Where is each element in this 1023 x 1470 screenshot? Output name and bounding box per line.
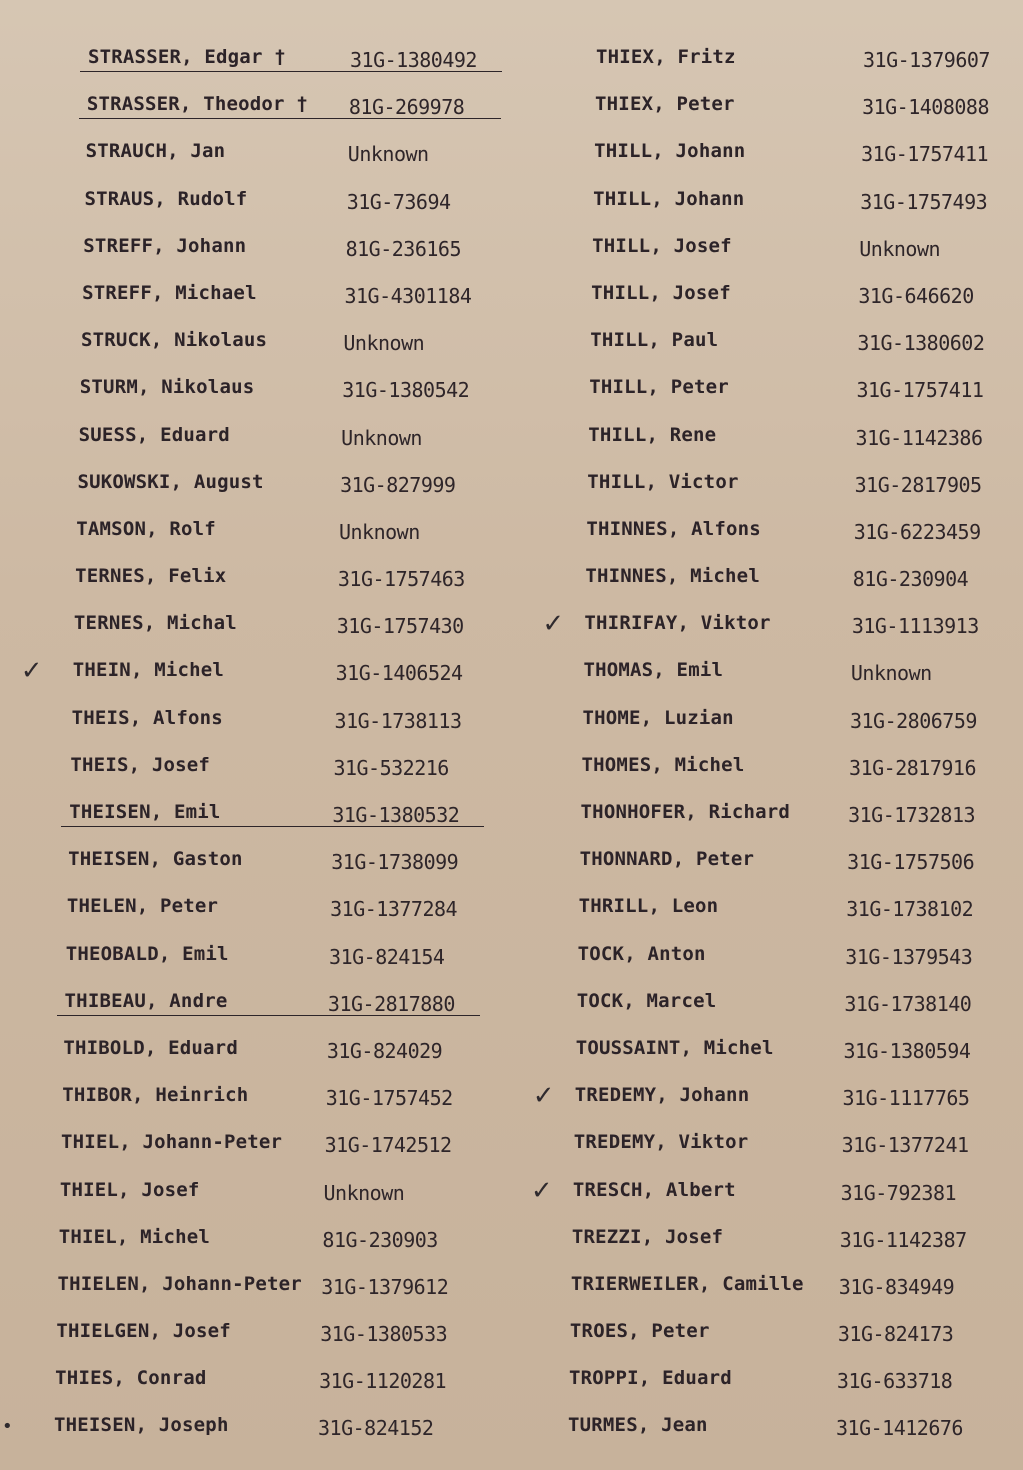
entry-name: THILL, Rene (588, 423, 717, 446)
entry-name: TROPPI, Eduard (568, 1367, 732, 1390)
entry-name: THIEL, Michel (58, 1225, 210, 1248)
entry-name: THIEX, Fritz (596, 46, 736, 68)
entry-serial-number: 31G-1120281 (319, 1369, 447, 1394)
entry-name: THIEL, Josef (59, 1178, 200, 1201)
list-entry (0, 366, 511, 413)
entry-serial-number: 31G-1379612 (321, 1274, 449, 1299)
entry-name: TERNES, Felix (75, 565, 227, 588)
list-entry (0, 838, 511, 885)
entry-name: TOCK, Marcel (576, 989, 717, 1012)
entry-name: THIRIFAY, Viktor (584, 612, 771, 635)
entry-name: TAMSON, Rolf (76, 517, 216, 540)
list-entry (0, 1310, 511, 1357)
entry-serial-number: 31G-1117765 (842, 1086, 970, 1111)
entry-serial-number: 31G-2817916 (849, 755, 976, 780)
entry-serial-number: 31G-2806759 (849, 708, 977, 733)
list-entry (511, 744, 1023, 791)
entry-serial-number: 31G-1380492 (350, 48, 477, 72)
list-entry (511, 130, 1023, 177)
entry-name: TRIERWEILER, Camille (570, 1272, 804, 1295)
entry-serial-number: 81G-230903 (322, 1227, 438, 1252)
entry-name: THINNES, Michel (585, 565, 760, 588)
entry-serial-number: Unknown (338, 519, 420, 544)
entry-serial-number: 31G-824173 (837, 1322, 954, 1347)
underline-rule (61, 826, 484, 827)
entry-name: THIEX, Peter (595, 93, 735, 116)
list-entry (0, 1263, 511, 1310)
list-entry (0, 933, 511, 980)
entry-serial-number: 31G-1738102 (846, 897, 974, 922)
entry-name: TOUSSAINT, Michel (575, 1036, 774, 1059)
entry-serial-number: Unknown (859, 236, 941, 261)
list-entry (0, 602, 511, 649)
list-entry (0, 1404, 511, 1451)
entry-serial-number: 31G-2817880 (327, 991, 455, 1016)
entry-serial-number: 31G-1757430 (336, 614, 464, 639)
list-entry (511, 1027, 1023, 1074)
entry-name: THOME, Luzian (582, 706, 734, 729)
entry-serial-number: 81G-236165 (345, 236, 461, 261)
list-entry (511, 980, 1023, 1027)
entry-serial-number: 31G-4301184 (344, 283, 472, 308)
entry-name: THELEN, Peter (66, 895, 219, 918)
list-entry (511, 555, 1023, 602)
entry-serial-number: 31G-1412676 (836, 1416, 963, 1441)
entry-name: THONNARD, Peter (579, 848, 755, 871)
entry-name: THILL, Victor (587, 470, 739, 493)
list-entry (0, 1074, 511, 1121)
entry-name: TROES, Peter (569, 1320, 710, 1343)
check-mark: ✓ (530, 1175, 553, 1206)
list-entry (511, 838, 1023, 885)
list-entry (511, 319, 1023, 366)
list-entry (511, 1121, 1023, 1168)
entry-name: SUKOWSKI, August (77, 470, 264, 493)
list-entry (511, 272, 1023, 319)
entry-name: THIES, Conrad (55, 1367, 207, 1390)
entry-name: THILL, Peter (589, 376, 729, 399)
entry-name: THONHOFER, Richard (580, 801, 791, 823)
entry-serial-number: 31G-834949 (838, 1274, 955, 1299)
entry-name: TERNES, Michal (73, 612, 237, 635)
list-entry (511, 414, 1023, 461)
list-entry (0, 980, 511, 1027)
entry-serial-number: 31G-1380533 (320, 1322, 448, 1347)
list-entry (0, 414, 511, 461)
entry-name: STREFF, Johann (83, 234, 247, 257)
entry-serial-number: 31G-1757452 (325, 1086, 453, 1111)
entry-serial-number: 31G-1406524 (335, 661, 463, 686)
entry-serial-number: 31G-1738099 (331, 850, 459, 875)
list-entry (0, 791, 511, 838)
entry-serial-number: Unknown (347, 142, 429, 167)
list-entry (511, 1074, 1023, 1121)
entry-name: THEOBALD, Emil (65, 942, 229, 965)
list-entry (0, 1027, 511, 1074)
check-mark: ✓ (542, 609, 565, 640)
list-entry (511, 1263, 1023, 1310)
entry-serial-number: 31G-1757506 (847, 850, 975, 875)
list-entry (511, 697, 1023, 744)
entry-name: TOCK, Anton (577, 942, 706, 965)
list-entry (0, 697, 511, 744)
list-entry (511, 366, 1023, 413)
entry-serial-number: 31G-1757493 (860, 189, 988, 214)
entry-serial-number: 31G-824152 (318, 1416, 434, 1441)
list-entry (511, 933, 1023, 980)
list-entry (511, 1216, 1023, 1263)
entry-name: THIBEAU, Andre (64, 989, 228, 1012)
entry-serial-number: 81G-230904 (852, 567, 969, 592)
entry-name: THRILL, Leon (578, 895, 719, 918)
entry-serial-number: 31G-1738113 (334, 708, 462, 733)
underline-rule (80, 71, 502, 72)
entry-name: THEIN, Michel (72, 659, 225, 682)
underline-rule (57, 1015, 480, 1016)
list-entry (0, 1121, 511, 1168)
list-entry (0, 1169, 511, 1216)
entry-serial-number: 31G-1380602 (857, 331, 985, 356)
list-entry (0, 555, 511, 602)
entry-name: STRAUCH, Jan (85, 140, 226, 163)
entry-name: STRASSER, Edgar † (88, 46, 286, 68)
list-entry (511, 225, 1023, 272)
entry-serial-number: 31G-1142387 (839, 1227, 967, 1252)
entry-serial-number: 31G-646620 (858, 283, 974, 308)
list-entry (511, 1310, 1023, 1357)
entry-name: THEIS, Alfons (71, 706, 223, 729)
entry-serial-number: 31G-1113913 (851, 614, 979, 639)
list-entry (511, 885, 1023, 932)
entry-name: STRASSER, Theodor † (86, 93, 308, 116)
left-column (0, 36, 511, 1452)
entry-name: THILL, Josef (592, 234, 732, 257)
list-entry (0, 36, 511, 83)
entry-name: TREDEMY, Johann (574, 1084, 750, 1107)
list-entry (0, 319, 511, 366)
entry-name: SUESS, Eduard (78, 423, 230, 446)
entry-serial-number: 31G-1742512 (324, 1133, 452, 1158)
entry-serial-number: Unknown (323, 1180, 405, 1205)
entry-serial-number: 31G-6223459 (853, 519, 981, 544)
list-entry (0, 178, 511, 225)
list-entry (0, 885, 511, 932)
list-entry (0, 508, 511, 555)
entry-serial-number: 31G-1757411 (856, 378, 984, 403)
entry-name: THIEL, Johann-Peter (61, 1131, 283, 1154)
list-entry (511, 602, 1023, 649)
entry-name: THILL, Paul (590, 329, 719, 352)
entry-serial-number: 31G-1380594 (843, 1038, 971, 1063)
entry-serial-number: 31G-1757411 (861, 142, 989, 167)
check-mark: ✓ (20, 656, 43, 687)
entry-serial-number: 31G-532216 (333, 755, 449, 780)
list-entry (511, 791, 1023, 838)
entry-name: THILL, Johann (593, 187, 745, 210)
list-entry (0, 744, 511, 791)
entry-name: THOMAS, Emil (583, 659, 724, 682)
list-entry (0, 1357, 511, 1404)
entry-serial-number: Unknown (850, 661, 932, 686)
entry-name: THIELEN, Johann-Peter (57, 1272, 302, 1295)
list-entry (511, 36, 1023, 83)
entry-serial-number: 31G-1757463 (337, 567, 465, 592)
entry-serial-number: 31G-1142386 (855, 425, 983, 450)
underline-rule (79, 118, 501, 119)
entry-serial-number: 31G-1380542 (342, 378, 470, 403)
entry-serial-number: Unknown (343, 331, 425, 356)
entry-serial-number: 31G-1377284 (330, 897, 458, 922)
list-entry (511, 508, 1023, 555)
list-entry (511, 1169, 1023, 1216)
list-entry (0, 225, 511, 272)
entry-name: THIBOLD, Eduard (63, 1036, 238, 1059)
list-entry (0, 1216, 511, 1263)
entry-name: THILL, Johann (594, 140, 746, 163)
entry-serial-number: 31G-73694 (346, 189, 451, 214)
list-entry (511, 1357, 1023, 1404)
entry-serial-number: 31G-1408088 (862, 95, 990, 120)
entry-name: THILL, Josef (591, 281, 731, 304)
entry-serial-number: 31G-633718 (836, 1369, 953, 1394)
check-mark: ✓ (532, 1081, 555, 1112)
entry-serial-number: 31G-792381 (840, 1180, 957, 1205)
entry-serial-number: 81G-269978 (348, 95, 465, 120)
list-entry (0, 461, 511, 508)
bullet-mark: • (2, 1416, 13, 1438)
list-entry (511, 649, 1023, 696)
entry-name: THEISEN, Gaston (68, 848, 243, 871)
entry-serial-number: 31G-2817905 (854, 472, 982, 497)
entry-serial-number: 31G-824154 (329, 944, 445, 969)
entry-name: TREDEMY, Viktor (573, 1131, 749, 1154)
list-entry (0, 649, 511, 696)
entry-name: THEISEN, Emil (69, 801, 221, 823)
entry-name: THEIS, Josef (70, 753, 211, 776)
entry-name: THEISEN, Joseph (54, 1414, 229, 1437)
entry-name: STRUCK, Nikolaus (80, 329, 268, 352)
entry-serial-number: 31G-1380532 (332, 803, 460, 827)
entry-name: TREZZI, Josef (571, 1225, 724, 1248)
entry-serial-number: 31G-1377241 (841, 1133, 969, 1158)
entry-name: THOMES, Michel (581, 753, 745, 776)
list-entry (511, 1404, 1023, 1451)
entry-name: TRESCH, Albert (572, 1178, 736, 1201)
entry-serial-number: 31G-827999 (340, 472, 456, 497)
list-entry (0, 83, 511, 130)
entry-serial-number: Unknown (341, 425, 422, 450)
entry-serial-number: 31G-824029 (326, 1038, 443, 1063)
entry-name: STRAUS, Rudolf (84, 187, 248, 210)
list-entry (511, 83, 1023, 130)
entry-name: STURM, Nikolaus (79, 376, 255, 399)
entry-name: THIELGEN, Josef (56, 1320, 231, 1343)
entry-name: TURMES, Jean (568, 1414, 708, 1437)
entry-name: THIBOR, Heinrich (62, 1084, 249, 1107)
list-entry (0, 130, 511, 177)
list-entry (511, 178, 1023, 225)
entry-serial-number: 31G-1379543 (845, 944, 973, 969)
entry-name: THINNES, Alfons (586, 517, 761, 540)
list-entry (511, 461, 1023, 508)
list-entry (0, 272, 511, 319)
entry-serial-number: 31G-1738140 (844, 991, 972, 1016)
entry-name: STREFF, Michael (82, 281, 257, 304)
right-column (511, 36, 1023, 1452)
entry-serial-number: 31G-1379607 (863, 48, 990, 72)
entry-serial-number: 31G-1732813 (848, 803, 976, 827)
